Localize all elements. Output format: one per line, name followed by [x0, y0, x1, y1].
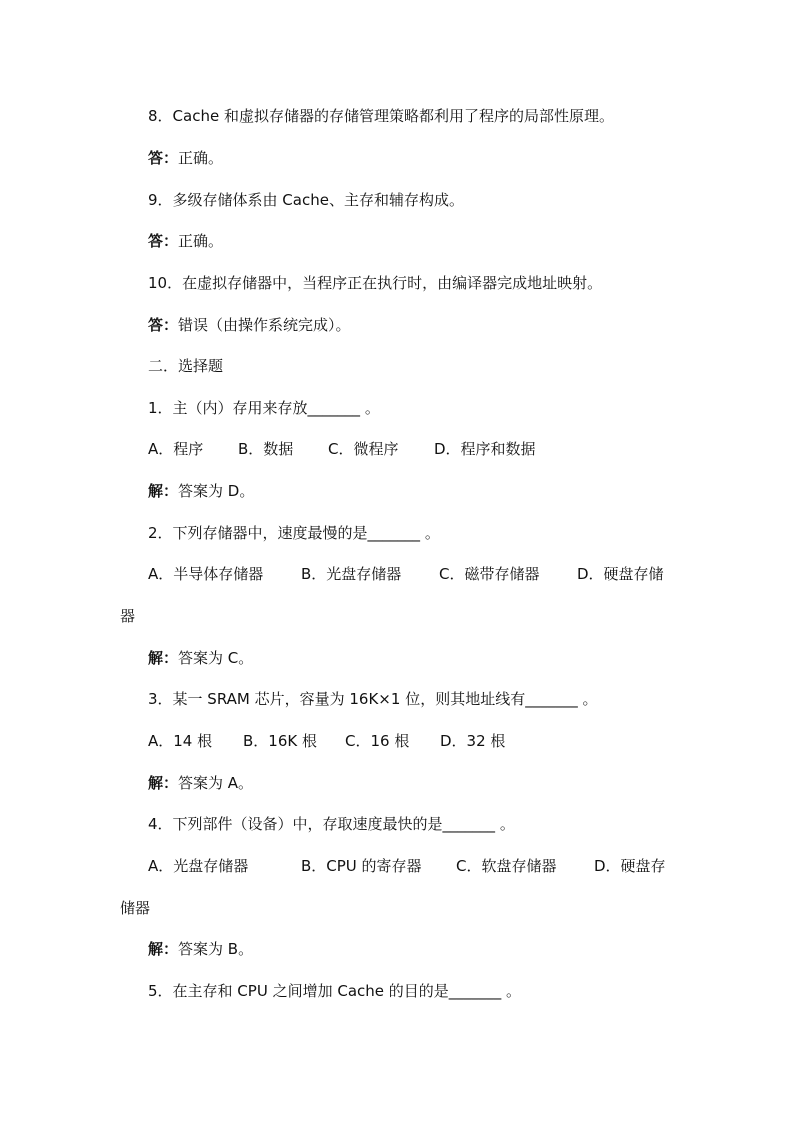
answer-8: [148, 148, 223, 168]
choice-question-4: 4．下列部件（设备）中，存取速度最快的是_______ 。: [148, 815, 515, 833]
section-heading: 二．选择题: [148, 357, 224, 375]
choice-options-3: [148, 731, 505, 751]
option-d: D．硬盘存: [594, 857, 666, 875]
option-a: A．程序: [148, 440, 204, 458]
option-d: D．程序和数据: [434, 440, 536, 458]
choice-answer-2: [148, 648, 253, 668]
option-d: D．硬盘存储: [577, 565, 664, 583]
choice-options-2: [148, 564, 664, 584]
choice-question-3: 3．某一 SRAM 芯片，容量为 16K×1 位，则其地址线有_______ 。: [148, 690, 598, 708]
answer-text: 正确。: [178, 149, 224, 167]
option-b: B．CPU 的寄存器: [301, 857, 422, 875]
question-10: 10．在虚拟存储器中，当程序正在执行时，由编译器完成地址映射。: [148, 274, 603, 292]
option-a: A．光盘存储器: [148, 857, 249, 875]
option-c: C．磁带存储器: [439, 565, 540, 583]
choice-options-4: [148, 856, 666, 876]
option-b: B．光盘存储器: [301, 565, 402, 583]
option-d: D．32 根: [440, 732, 506, 750]
answer-text: 正确。: [178, 232, 224, 250]
choice-options-1: [148, 439, 536, 459]
answer-text: 错误（由操作系统完成）。: [178, 316, 351, 334]
answer-9: [148, 231, 223, 251]
option-c: C．16 根: [345, 732, 410, 750]
solution-label: 解：: [148, 482, 179, 500]
choice-answer-1: [148, 481, 254, 501]
solution-text: 答案为 B。: [178, 940, 254, 958]
option-b: B．16K 根: [243, 732, 317, 750]
solution-label: 解：: [148, 649, 179, 667]
choice-options-4-wrap: 储器: [120, 899, 151, 917]
answer-label: 答：: [148, 149, 179, 167]
solution-text: 答案为 A。: [178, 774, 254, 792]
solution-text: 答案为 D。: [178, 482, 255, 500]
solution-text: 答案为 C。: [178, 649, 254, 667]
choice-answer-3: [148, 773, 253, 793]
choice-options-2-wrap: 器: [120, 607, 136, 625]
answer-label: 答：: [148, 316, 179, 334]
choice-question-5: 5．在主存和 CPU 之间增加 Cache 的目的是_______ 。: [148, 982, 522, 1000]
choice-answer-4: [148, 939, 253, 959]
question-9: 9．多级存储体系由 Cache、主存和辅存构成。: [148, 191, 464, 209]
option-b: B．数据: [238, 440, 294, 458]
option-c: C．微程序: [328, 440, 399, 458]
option-c: C．软盘存储器: [456, 857, 557, 875]
option-a: A．半导体存储器: [148, 565, 264, 583]
option-a: A．14 根: [148, 732, 213, 750]
solution-label: 解：: [148, 940, 179, 958]
answer-label: 答：: [148, 232, 179, 250]
solution-label: 解：: [148, 774, 179, 792]
answer-10: [148, 315, 351, 335]
choice-question-2: 2．下列存储器中，速度最慢的是_______ 。: [148, 524, 440, 542]
choice-question-1: 1．主（内）存用来存放_______ 。: [148, 399, 380, 417]
question-8: 8．Cache 和虚拟存储器的存储管理策略都利用了程序的局部性原理。: [148, 107, 614, 125]
